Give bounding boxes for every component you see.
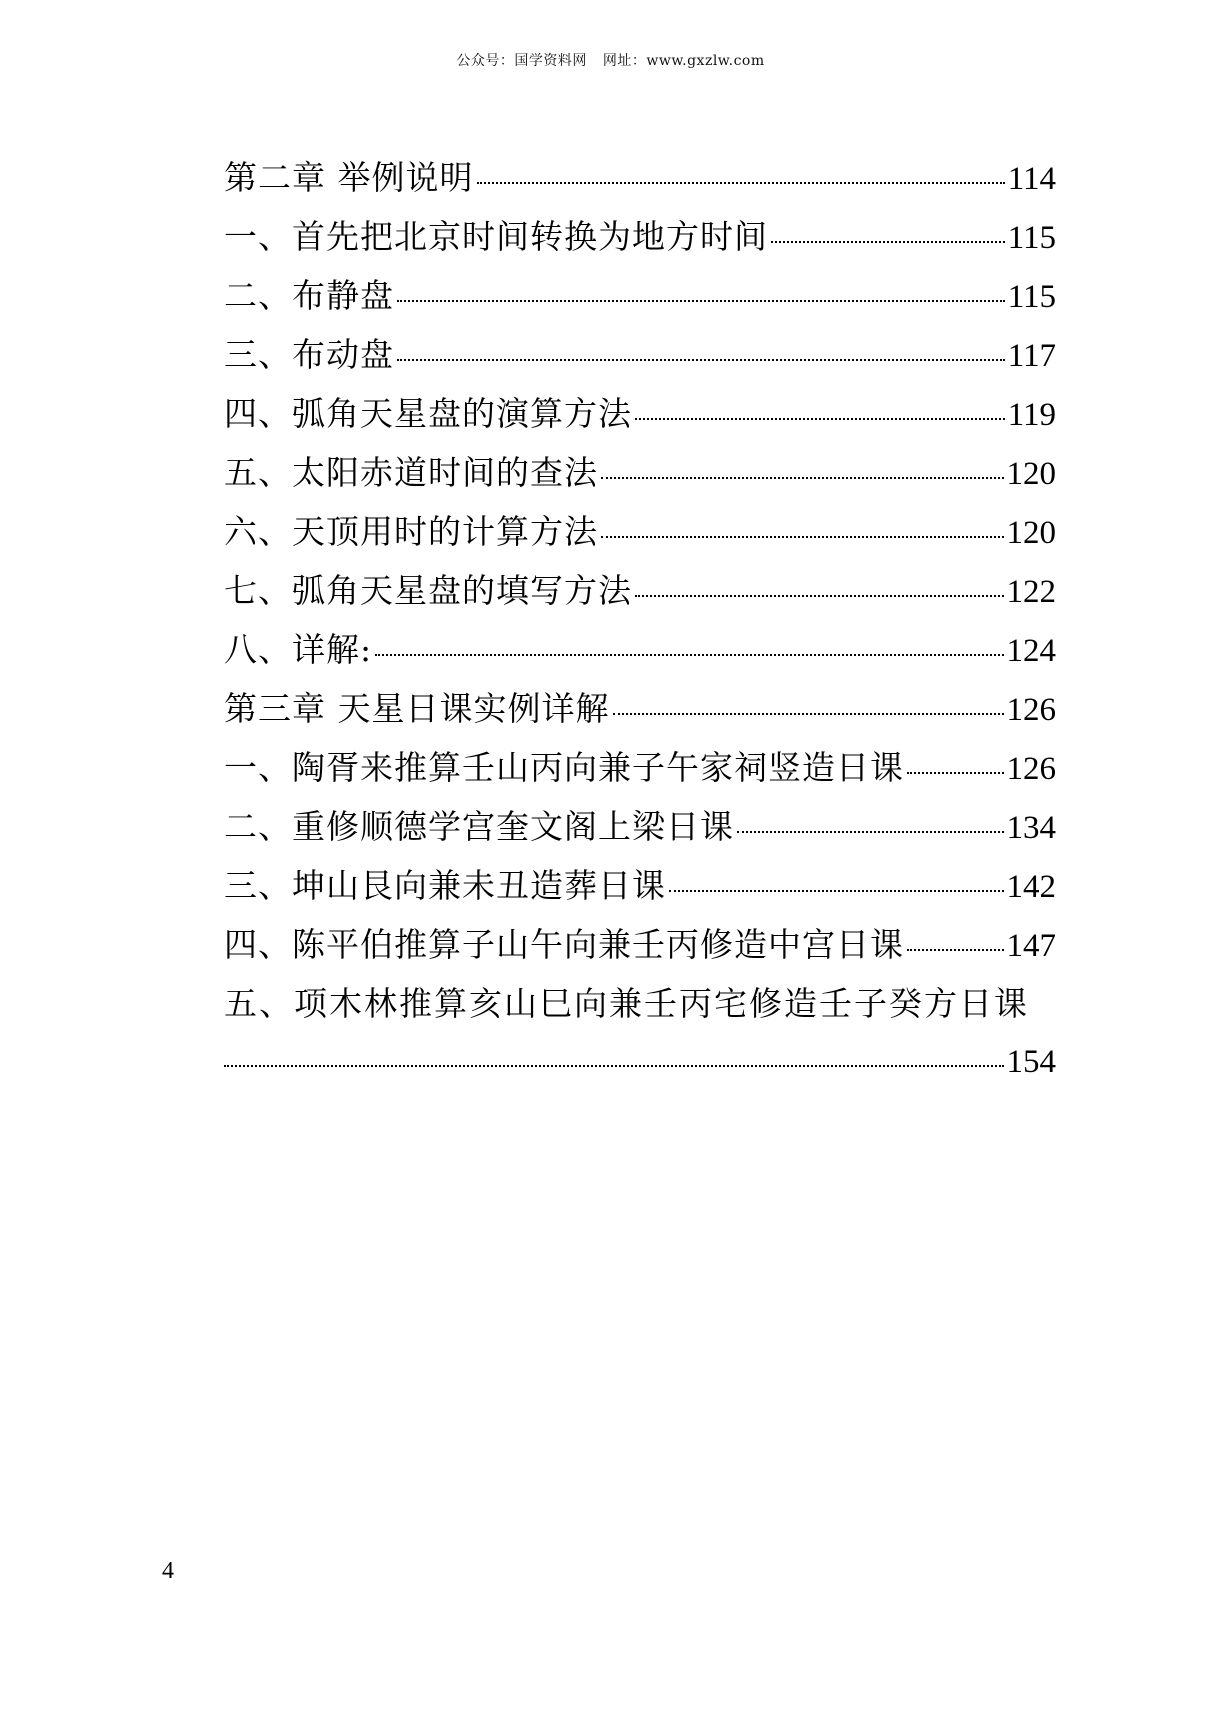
- toc-entry[interactable]: [224, 797, 1056, 856]
- toc-entry-title: 第三章 天星日课实例详解: [224, 689, 610, 728]
- toc-entry[interactable]: [224, 738, 1056, 797]
- header-website: 网址：www.gxzlw.com: [602, 53, 765, 69]
- toc-entry[interactable]: [224, 561, 1056, 620]
- toc-entry-page: 122: [1006, 574, 1056, 610]
- toc-entry[interactable]: [224, 856, 1056, 915]
- toc-entry-title: 六、天顶用时的计算方法: [224, 512, 598, 551]
- table-of-contents: [224, 148, 1056, 1092]
- toc-entry-page: 115: [1007, 220, 1056, 256]
- toc-entry-wrapped[interactable]: [224, 974, 1056, 1033]
- dot-leader: [635, 595, 1004, 597]
- toc-entry-title: 一、陶胥来推算壬山丙向兼子午家祠竖造日课: [224, 748, 904, 787]
- toc-entry-page: 134: [1006, 810, 1056, 846]
- toc-entry-page: 120: [1006, 515, 1056, 551]
- toc-entry[interactable]: [224, 266, 1056, 325]
- toc-entry-page: 154: [1006, 1044, 1056, 1080]
- toc-entry-title: 四、弧角天星盘的演算方法: [224, 394, 632, 433]
- toc-entry[interactable]: [224, 915, 1056, 974]
- dot-leader: [613, 713, 1004, 715]
- toc-entry[interactable]: [224, 325, 1056, 384]
- dot-leader: [907, 949, 1004, 951]
- dot-leader: [477, 182, 1005, 184]
- toc-entry-page: 142: [1006, 869, 1056, 905]
- toc-entry[interactable]: [224, 384, 1056, 443]
- toc-entry-title: 五、太阳赤道时间的查法: [224, 453, 598, 492]
- dot-leader: [397, 359, 1005, 361]
- dot-leader: [669, 890, 1004, 892]
- toc-entry[interactable]: [224, 443, 1056, 502]
- toc-entry-title: 四、陈平伯推算子山午向兼壬丙修造中宫日课: [224, 925, 904, 964]
- toc-entry-chapter-2[interactable]: [224, 148, 1056, 207]
- toc-entry[interactable]: [224, 620, 1056, 679]
- toc-entry-page: 124: [1006, 633, 1056, 669]
- toc-entry[interactable]: [224, 502, 1056, 561]
- dot-leader: [375, 654, 1003, 656]
- toc-entry-title: 七、弧角天星盘的填写方法: [224, 571, 632, 610]
- toc-entry-title: 八、详解:: [224, 630, 373, 669]
- dot-leader: [907, 772, 1004, 774]
- toc-entry-page: 126: [1006, 751, 1056, 787]
- dot-leader: [771, 241, 1005, 243]
- toc-entry-page: 115: [1007, 279, 1056, 315]
- toc-entry-title: 第二章 举例说明: [224, 158, 474, 197]
- dot-leader: [224, 1065, 1004, 1067]
- toc-entry-page: 126: [1006, 692, 1056, 728]
- toc-entry-title: 三、坤山艮向兼未丑造葬日课: [224, 866, 666, 905]
- toc-entry-page: 119: [1007, 397, 1056, 433]
- toc-entry-title: 五、项木林推算亥山巳向兼壬丙宅修造壬子癸方日课: [224, 984, 1029, 1023]
- toc-entry-chapter-3[interactable]: [224, 679, 1056, 738]
- toc-entry-page: 114: [1007, 161, 1056, 197]
- toc-entry-page: 120: [1006, 456, 1056, 492]
- dot-leader: [601, 536, 1004, 538]
- page-header: [0, 50, 1221, 70]
- toc-entry-title: 一、首先把北京时间转换为地方时间: [224, 217, 768, 256]
- toc-entry[interactable]: [224, 207, 1056, 266]
- toc-entry-title: 二、重修顺德学宫奎文阁上梁日课: [224, 807, 734, 846]
- dot-leader: [397, 300, 1005, 302]
- dot-leader: [635, 418, 1005, 420]
- toc-entry-page: 117: [1007, 338, 1056, 374]
- toc-entry-title: 三、布动盘: [224, 335, 394, 374]
- dot-leader: [601, 477, 1004, 479]
- toc-entry-continuation[interactable]: [224, 1033, 1056, 1092]
- dot-leader: [737, 831, 1004, 833]
- toc-entry-title: 二、布静盘: [224, 276, 394, 315]
- header-account: 公众号：国学资料网: [456, 53, 587, 69]
- toc-entry-page: 147: [1006, 928, 1056, 964]
- page-number: 4: [162, 1558, 174, 1584]
